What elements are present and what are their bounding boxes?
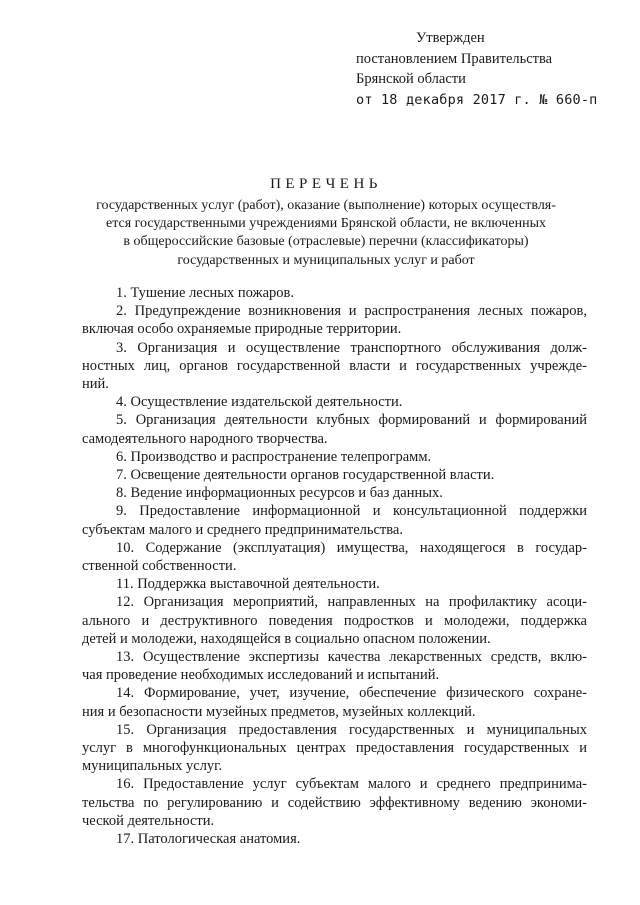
approval-date-number: от 18 декабря 2017 г. № 660-п bbox=[356, 91, 598, 108]
list-item bbox=[82, 830, 587, 848]
list-item bbox=[82, 339, 587, 394]
list-item-text: 17. Патологическая анатомия. bbox=[116, 831, 301, 848]
list-item-text: 4. Осуществление издательской деятельности. bbox=[116, 394, 403, 411]
list-item-continuation: тельства по регулированию и содействию эффективному ведению экономи- bbox=[82, 794, 587, 811]
list-item-continuation: услуг в многофункциональных центрах предоставления государственных и bbox=[82, 740, 587, 757]
list-item bbox=[82, 393, 587, 411]
list-item bbox=[82, 575, 587, 593]
list-item-text: 15. Организация предоставления государственных и муниципальных bbox=[116, 721, 587, 738]
list-item bbox=[82, 539, 587, 575]
list-item bbox=[82, 484, 587, 502]
list-item bbox=[82, 284, 587, 302]
list-item bbox=[82, 411, 587, 447]
list-item-continuation: ческой деятельности. bbox=[82, 812, 215, 829]
list-item-text: 2. Предупреждение возникновения и распространения лесных пожаров, bbox=[116, 303, 587, 320]
list-item-continuation: детей и молодежи, находящейся в социально опасном положении. bbox=[82, 630, 491, 647]
list-item bbox=[82, 302, 587, 338]
list-item bbox=[82, 648, 587, 684]
approval-block bbox=[356, 28, 598, 110]
list-item-continuation: включая особо охраняемые природные территории. bbox=[82, 321, 402, 338]
list-item bbox=[82, 684, 587, 720]
list-item bbox=[82, 448, 587, 466]
subtitle-line: государственных услуг (работ), оказание (выполнение) которых осуществля- bbox=[96, 198, 556, 213]
approval-region: Брянской области bbox=[356, 71, 466, 87]
list-item-text: 14. Формирование, учет, изучение, обеспечение физического сохране- bbox=[116, 685, 587, 702]
list-item-continuation: ственной собственности. bbox=[82, 558, 237, 575]
approval-title: Утвержден bbox=[416, 30, 485, 46]
list-item-text: 9. Предоставление информационной и консультационной поддержки bbox=[116, 503, 587, 520]
document-subtitle bbox=[60, 197, 592, 270]
list-item-text: 6. Производство и распространение телепрограмм. bbox=[116, 448, 432, 465]
list-item-text: 11. Поддержка выставочной деятельности. bbox=[116, 576, 380, 593]
list-item-text: 12. Организация мероприятий, направленных на профилактику асоци- bbox=[116, 594, 587, 611]
list-item-continuation: самодеятельного народного творчества. bbox=[82, 430, 328, 447]
list-item-text: 13. Осуществление экспертизы качества лекарственных средств, вклю- bbox=[116, 649, 587, 666]
list-item-text: 3. Организация и осуществление транспортного обслуживания долж- bbox=[116, 339, 587, 356]
subtitle-line: государственных и муниципальных услуг и работ bbox=[177, 252, 475, 268]
list-item bbox=[82, 502, 587, 538]
list-item bbox=[82, 775, 587, 830]
list-item bbox=[82, 593, 587, 648]
subtitle-line: в общероссийские базовые (отраслевые) перечни (классификаторы) bbox=[123, 234, 529, 250]
list-item-continuation: чая проведение необходимых исследований и испытаний. bbox=[82, 667, 440, 684]
list-item-text: 16. Предоставление услуг субъектам малого и среднего предпринима- bbox=[116, 776, 587, 793]
services-list bbox=[82, 284, 587, 848]
list-item-continuation: субъектам малого и среднего предпринимательства. bbox=[82, 521, 403, 538]
list-item bbox=[82, 721, 587, 776]
list-item-continuation: ального и деструктивного поведения подростков и молодежи, поддержка bbox=[82, 612, 587, 629]
list-item bbox=[82, 466, 587, 484]
document-title: ПЕРЕЧЕНЬ bbox=[270, 176, 382, 192]
list-item-continuation: муниципальных услуг. bbox=[82, 758, 223, 775]
subtitle-line: ется государственными учреждениями Брянской области, не включенных bbox=[106, 216, 546, 232]
list-item-continuation: ностных лиц, органов государственной власти и государственных учрежде- bbox=[82, 357, 587, 374]
list-item-text: 10. Содержание (эксплуатация) имущества, находящегося в государ- bbox=[116, 539, 587, 556]
list-item-continuation: ния и безопасности музейных предметов, музейных коллекций. bbox=[82, 703, 476, 720]
list-item-text: 5. Организация деятельности клубных формирований и формирований bbox=[116, 412, 587, 429]
approval-authority: постановлением Правительства bbox=[356, 50, 553, 67]
list-item-text: 8. Ведение информационных ресурсов и баз данных. bbox=[116, 485, 443, 502]
list-item-text: 7. Освещение деятельности органов государственной власти. bbox=[116, 467, 495, 484]
list-item-text: 1. Тушение лесных пожаров. bbox=[116, 285, 294, 301]
list-item-continuation: ний. bbox=[82, 376, 109, 393]
